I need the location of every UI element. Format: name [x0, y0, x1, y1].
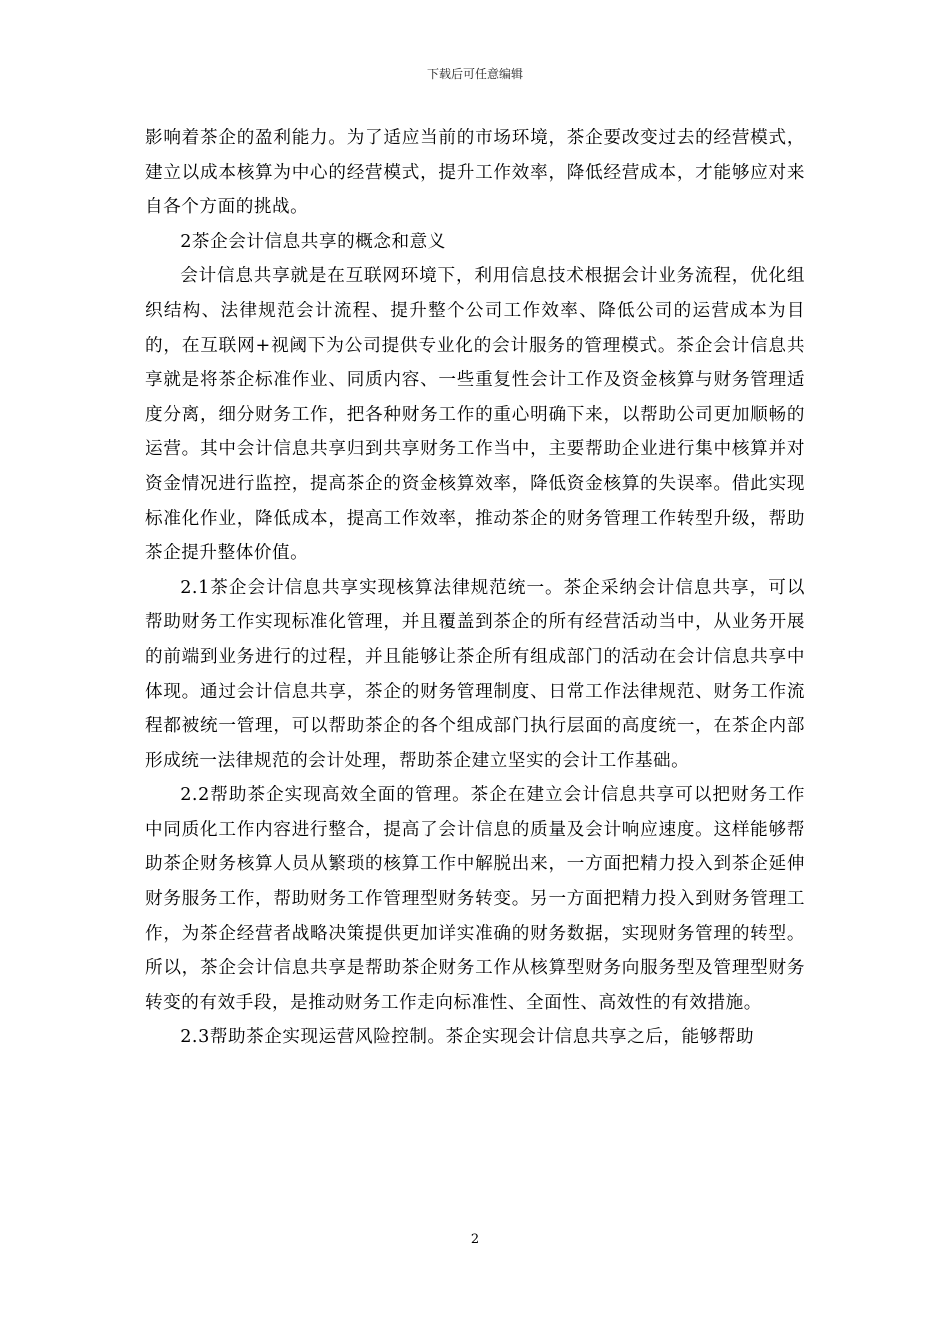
section-heading: 2茶企会计信息共享的概念和意义	[180, 231, 446, 252]
paragraph-definition: 会计信息共享就是在互联网环境下，利用信息技术根据会计业务流程，优化组织结构、法律规范会计流程、提升整个公司工作效率、降低公司的运营成本为目的，在互联网+视阈下为公司提供专业化的会计服务的管理模式。茶企会计信息共享就是将茶企标准作业、同质内容、一些重复性会计工作及资金核算与财务管理适度分离，细分财务工作，把各种财务工作的重心明确下来，以帮助公司更加顺畅的运营。其中会计信息共享归到共享财务工作当中，主要帮助企业进行集中核算并对资金情况进行监控，提高茶企的资金核算效率，降低资金核算的失误率。借此实现标准化作业，降低成本，提高工作效率，推动茶企的财务管理工作转型升级，帮助茶企提升整体价值。	[145, 266, 805, 564]
paragraph-section-2-3: 2.3帮助茶企实现运营风险控制。茶企实现会计信息共享之后，能够帮助	[180, 1027, 755, 1048]
paragraph-continuation: 影响着茶企的盈利能力。为了适应当前的市场环境，茶企要改变过去的经营模式，建立以成本核算为中心的经营模式，提升工作效率，降低经营成本，才能够应对来自各个方面的挑战。	[145, 128, 805, 218]
paragraph-section-2-1: 2.1茶企会计信息共享实现核算法律规范统一。茶企采纳会计信息共享，可以帮助财务工作实现标准化管理，并且覆盖到茶企的所有经营活动当中，从业务开展的前端到业务进行的过程，并且能够让茶企所有组成部门的活动在会计信息共享中体现。通过会计信息共享，茶企的财务管理制度、日常工作法律规范、财务工作流程都被统一管理，可以帮助茶企的各个组成部门执行层面的高度统一，在茶企内部形成统一法律规范的会计处理，帮助茶企建立坚实的会计工作基础。	[145, 577, 805, 771]
page-header: 下载后可任意编辑	[426, 67, 523, 81]
paragraph-section-2-2: 2.2帮助茶企实现高效全面的管理。茶企在建立会计信息共享可以把财务工作中同质化工作内容进行整合，提高了会计信息的质量及会计响应速度。这样能够帮助茶企财务核算人员从繁琐的核算工作中解脱出来，一方面把精力投入到茶企延伸财务服务工作，帮助财务工作管理型财务转变。另一方面把精力投入到财务管理工作，为茶企经营者战略决策提供更加详实准确的财务数据，实现财务管理的转型。所以，茶企会计信息共享是帮助茶企财务工作从核算型财务向服务型及管理型财务转变的有效手段，是推动财务工作走向标准性、全面性、高效性的有效措施。	[145, 785, 805, 1013]
page-number: 2	[470, 1232, 480, 1247]
document-body	[145, 121, 805, 1055]
